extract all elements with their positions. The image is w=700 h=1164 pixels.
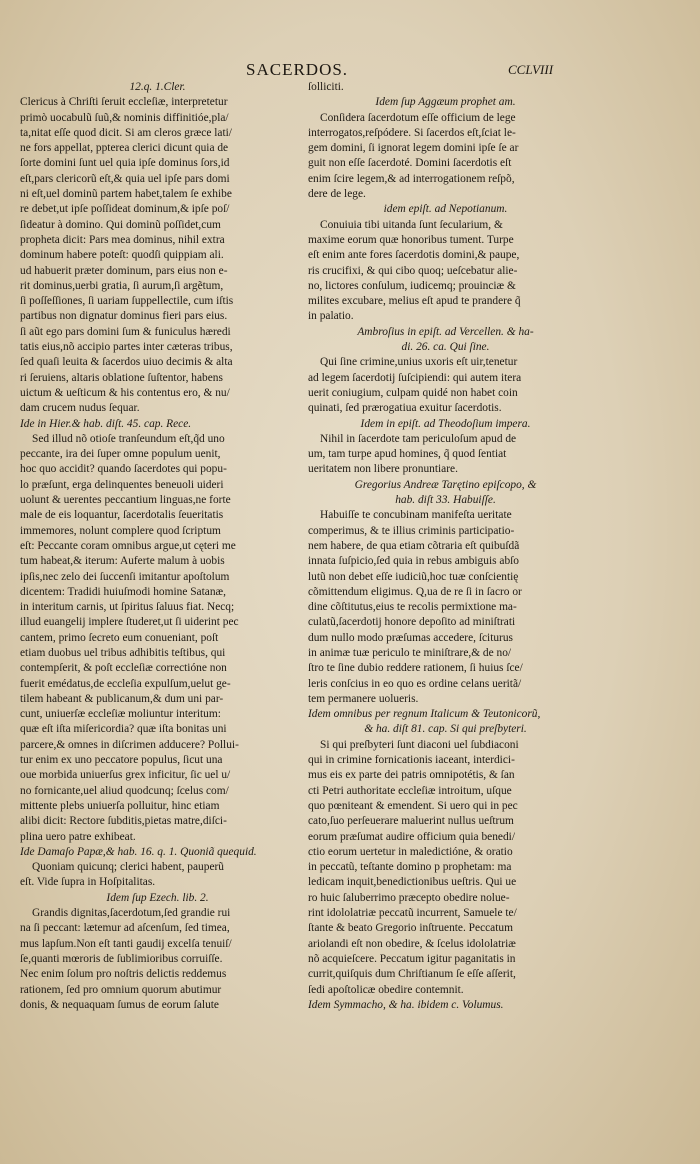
- text-line: ariolandi eſt non obedire, & ſcelus idololatriæ: [308, 937, 516, 950]
- text-line: ud habuerit præter dominum, pars eius non e-: [20, 264, 228, 277]
- text-line: Si qui preſbyteri ſunt diaconi uel ſubdiaconi: [320, 738, 519, 751]
- text-line: fuerit emédatus,de eccleſia expulſum,uelut ge-: [20, 677, 231, 690]
- text-line: Nihil in ſacerdote tam periculoſum apud de: [320, 432, 517, 445]
- text-line: innata ſuſpicio,ſed quia in rebus ambiguis abſo: [308, 555, 519, 568]
- text-line: ne fors appellat, ppterea clerici dicunt quia de: [20, 142, 229, 155]
- text-line: eſt. Vide ſupra in Hoſpitalitas.: [20, 876, 156, 889]
- text-line: um, tam turpe apud homines, q̃ quod ſentiat: [308, 448, 507, 461]
- text-line: ſtro te ſine dubio reddere rationem, ſi huius ſce/: [308, 662, 523, 675]
- text-line: in peccatũ, teſtante domino p prophetam: ma: [308, 861, 512, 874]
- source-citation-line: & ha. diſt 81. cap. Si qui preſbyteri.: [364, 723, 527, 736]
- text-line: guit non eſſe ſacerdoté. Domini ſacerdotis eſt: [308, 157, 512, 170]
- text-line: cato,ſuo perſeuerare maluerint nullus ueſtrum: [308, 815, 514, 828]
- text-line: in animæ tuæ periculo te miniſtrare,& de no/: [308, 646, 512, 659]
- source-citation-line: Ide in Hier.& hab. diſt. 45. cap. Rece.: [20, 417, 192, 430]
- text-line: quinati, ſed prærogatiua exuitur ſacerdotis.: [308, 402, 502, 415]
- text-line: tem permanere uolueris.: [308, 692, 419, 705]
- text-line: ad legem ſacerdotij ſuſcipiendi: qui autem itera: [308, 371, 522, 384]
- source-citation-line: Idem Symmacho, & ha. ibidem c. Volumus.: [308, 998, 504, 1011]
- text-line: propheta dicit: Pars mea dominus, nihil extra: [20, 233, 225, 246]
- text-line: na ſi peccant: lætemur ad aſcenſum, ſed timea,: [20, 922, 230, 935]
- text-line: cõmittendum eligimus. Q,ua de re ſi in ſacro or: [308, 585, 522, 598]
- text-line: rationem, ſed pro omnium quorum abutimur: [20, 983, 222, 996]
- text-line: tum habeat,& iterum: Auferte malum à uobis: [20, 555, 225, 568]
- source-citation-line: idem epiſt. ad Nepotianum.: [383, 203, 508, 216]
- text-line: ſi aũt ego pars domini ſum & funiculus hæredi: [20, 325, 231, 338]
- text-line: qui in crimine fornicationis iaceant, interdici-: [308, 754, 515, 767]
- text-line: parcere,& omnes in diſcrimen adducere? Pollui-: [20, 738, 239, 751]
- text-line: lo præſunt, erga delinquentes beneuoli uideri: [20, 478, 224, 491]
- text-line: eorum præſumat audire officium quia benedi/: [308, 830, 515, 843]
- text-line: eſt enim ante fores ſacerdotis domini,& paupe,: [308, 249, 520, 262]
- text-line: dominum habere poteſt: quodſi quippiam ali.: [20, 249, 224, 262]
- source-citation-line: Idem ſup Ezech. lib. 2.: [106, 891, 209, 904]
- text-line: ro huic ſaluberrimo præcepto obedire nolue-: [308, 891, 510, 904]
- text-line: ris crucifixi, & qui cibo quoq; ueſcebatur alie-: [308, 264, 518, 277]
- text-line: mittente plebs uniuerſa polluitur, hinc etiam: [20, 799, 220, 812]
- text-line: ſolliciti.: [308, 81, 344, 93]
- text-line: ctio eorum uertetur in maledictióne, & oratio: [308, 845, 513, 858]
- text-line: cti Petri authoritate eccleſiæ introitum, uſque: [308, 784, 512, 797]
- page-header: [0, 60, 700, 82]
- source-citation-line: Idem in epiſt. ad Theodoſium impera.: [360, 417, 531, 430]
- text-line: Qui ſine crimine,unius uxoris eſt uir,tenetur: [320, 356, 518, 369]
- text-line: male de eis loquantur, ſacerdotalis ſeueritatis: [20, 509, 224, 522]
- text-line: eſt: Peccante coram omnibus argue,ut cęteri me: [20, 539, 236, 552]
- text-line: uictum & ueſticum & his contentus ero, & nu/: [20, 386, 230, 399]
- text-line: re debet,ut ipſe poſſideat dominum,& ipſe poſ/: [20, 203, 230, 216]
- text-line: rint idololatriæ peccatũ incurrent, Samuele te/: [308, 907, 517, 920]
- running-title: SACERDOS.: [246, 60, 349, 79]
- text-line: donis, & nequaquam ſumus de eorum ſalute: [20, 998, 219, 1011]
- text-line: plina uero patre exhibeat.: [20, 830, 136, 843]
- source-citation-line: 12.q. 1.Cler.: [129, 81, 186, 93]
- source-citation-line: Gregorius Andreæ Tarętino epiſcopo, &: [354, 478, 537, 491]
- text-line: oue morbida uniuerſus grex inficitur, ſic uel u/: [20, 769, 231, 782]
- text-line: lutũ non debet eſſe iudiciũ,hoc tuæ conſcientię: [308, 570, 519, 583]
- text-line: hoc quo accidit? quando ſacerdotes qui popu-: [20, 463, 227, 476]
- text-line: uerit coniugium, culpam quidé non habet coin: [308, 386, 518, 399]
- source-citation-line: di. 26. ca. Qui ſine.: [401, 341, 490, 354]
- text-line: dere de lege.: [308, 188, 366, 201]
- text-line: ipſis,nec zelo dei ſuccenſi imitantur apoſtolum: [20, 570, 230, 583]
- text-line: Quoniam quicunq; clerici habent, pauperũ: [32, 861, 224, 874]
- text-line: ſorte domini ſunt uel quia ipſe dominus ſors,id: [20, 157, 230, 170]
- text-line: Sed illud nõ otioſe tranſeundum eſt,q̃d uno: [32, 432, 225, 445]
- text-line: nem habere, de qua etiam cõtraria eſt quibuſdã: [308, 539, 520, 552]
- text-line: Conſidera ſacerdotum eſſe officium de lege: [320, 111, 516, 124]
- text-line: partibus non dignatur dominus fieri pars eius.: [20, 310, 228, 323]
- text-line: illud euangelij implere ſtuderet,ut ſi uiderint pec: [20, 616, 239, 629]
- text-line: peccante, ira dei ſuper omne populum uenit,: [20, 448, 221, 461]
- text-line: Nec enim ſolum pro noſtris delictis reddemus: [20, 968, 227, 981]
- text-line: in palatio.: [308, 310, 354, 323]
- source-citation-line: Ambroſius in epiſt. ad Vercellen. & ha-: [357, 325, 534, 338]
- text-line: ſe,quanti mœroris de ſublimioribus corruiſſe.: [20, 952, 223, 965]
- text-line: in interitum carnis, ut ſpiritus ſaluus fiat. Necq;: [20, 601, 235, 614]
- text-line: cantem, primo ſecreto eum conueniant, poſt: [20, 631, 219, 644]
- text-line: comperimus, & te illius criminis participatio-: [308, 524, 515, 537]
- source-citation-line: Ide Damaſo Papæ,& hab. 16. q. 1. Quoniã quequid.: [20, 845, 257, 858]
- text-line: no, lictores conſulum, iudicemq; prouinciæ &: [308, 279, 516, 292]
- text-line: ſed quaſi leuita & ſacerdos uiuo decimis & alta: [20, 356, 233, 369]
- text-line: dam crucem nudus ſequar.: [20, 402, 140, 415]
- source-citation-line: Idem omnibus per regnum Italicum & Teutonicorũ,: [308, 708, 541, 721]
- text-line: tilem habeant & publicanum,& dum uni par-: [20, 692, 224, 705]
- text-line: dicentem: Tradidi huiuſmodi homine Satanæ,: [20, 585, 226, 598]
- text-line: Grandis dignitas,ſacerdotum,ſed grandie rui: [32, 907, 231, 920]
- text-line: Habuiſſe te concubinam manifeſta ueritate: [320, 509, 512, 522]
- text-line: dine cõſtitutus,eius te recolis permixtione ma-: [308, 601, 517, 614]
- text-line: rit dominus,uerbi gratia, ſi aurum,ſi argẽtum,: [20, 279, 224, 292]
- text-line: ueritatem non libere pronuntiare.: [308, 463, 458, 476]
- text-line: Clericus à Chriſti ſeruit eccleſiæ, interpretetur: [20, 96, 228, 109]
- text-line: milites excubare, melius eſt apud te prandere q̃: [308, 295, 521, 308]
- text-line: immemores, nolunt complere quod ſcriptum: [20, 524, 221, 537]
- text-line: ta,nitat eſſe quod dicit. Si am cleros græce lati/: [20, 126, 232, 139]
- text-line: culatũ,ſacerdotij honore depoſito ad miniſtrati: [308, 616, 516, 629]
- text-line: leris conſcius in eo quo es ordine celans ueritã/: [308, 677, 522, 690]
- text-line: ſideatur à domino. Qui dominũ poſſidet,cum: [20, 218, 221, 231]
- text-line: quæ eſt iſta miſericordia? quæ iſta bonitas uni: [20, 723, 227, 736]
- text-line: currit,quiſquis dum Chriſtianum ſe eſſe aſſerit,: [308, 968, 516, 981]
- text-line: Conuiuia tibi uitanda ſunt ſecularium, &: [320, 218, 503, 231]
- folio-number: CCLVIII: [508, 62, 554, 77]
- text-line: ſtante & beato Gregorio inſtruente. Peccatum: [308, 922, 513, 935]
- text-line: quo pœniteant & emendent. Si uero qui in pec: [308, 799, 518, 812]
- text-line: ſedi apoſtolicæ obedire contemnit.: [308, 983, 464, 996]
- source-citation-line: Idem ſup Aggæum prophet am.: [375, 96, 516, 109]
- text-line: eſt,pars clericorũ eſt,& quia uel ipſe pars domi: [20, 172, 230, 185]
- text-line: primò uocabulũ ſuũ,& nominis diffinitióe,pla/: [20, 111, 229, 124]
- text-line: dum nullo modo præſumas accedere, ſciturus: [308, 631, 513, 644]
- text-line: etiam duobus uel tribus adhibitis teſtibus, qui: [20, 646, 226, 659]
- text-line: ſi poſſeſſiones, ſi uariam ſuppellectile, cum iſtis: [20, 295, 234, 308]
- text-line: mus lapſum.Non eſt tanti gaudij excelſa tenuiſ/: [20, 937, 232, 950]
- text-line: interrogatos,reſpódere. Si ſacerdos eſt,ſciat le-: [308, 126, 516, 139]
- text-line: uolunt & uerentes peccantium linguas,ne forte: [20, 494, 231, 507]
- source-citation-line: hab. diſt 33. Habuiſſe.: [395, 494, 496, 507]
- text-line: enim ſcire legem,& ad interrogationem reſpõ,: [308, 172, 515, 185]
- text-line: tur enim ex uno peccatore populus, ſicut una: [20, 754, 223, 767]
- text-line: cunt, uniuerſæ eccleſiæ moliuntur interitum:: [20, 708, 221, 721]
- text-line: gem domini, ſi ignorat legem domini ipſe ſe ar: [308, 142, 519, 155]
- text-line: contempſerit, & poſt eccleſiæ correctióne non: [20, 662, 227, 675]
- text-line: ledicam inquit,benedictionibus ueſtris. Qui ue: [308, 876, 517, 889]
- text-line: nõ acquieſcere. Peccatum igitur paganitatis in: [308, 952, 516, 965]
- text-line: ni eſt,uel dominũ partem habet,talem ſe exhibe: [20, 188, 232, 201]
- left-column: [20, 80, 295, 1013]
- text-line: maxime eorum quæ honoribus tument. Turpe: [308, 233, 514, 246]
- text-line: tatis eius,nõ accipio partes inter cæteras tribus,: [20, 341, 233, 354]
- right-column: [308, 80, 583, 1013]
- text-line: ri ſeruiens, altaris oblatione ſuſtentor, habens: [20, 371, 223, 384]
- text-line: alibi dicit: Rectore ſubditis,pietas matre,diſci-: [20, 815, 227, 828]
- text-line: no fornicante,uel aliud quodcunq; ſcelus com/: [20, 784, 229, 797]
- text-line: mus eis ex parte dei patris omnipotétis, & ſan: [308, 769, 515, 782]
